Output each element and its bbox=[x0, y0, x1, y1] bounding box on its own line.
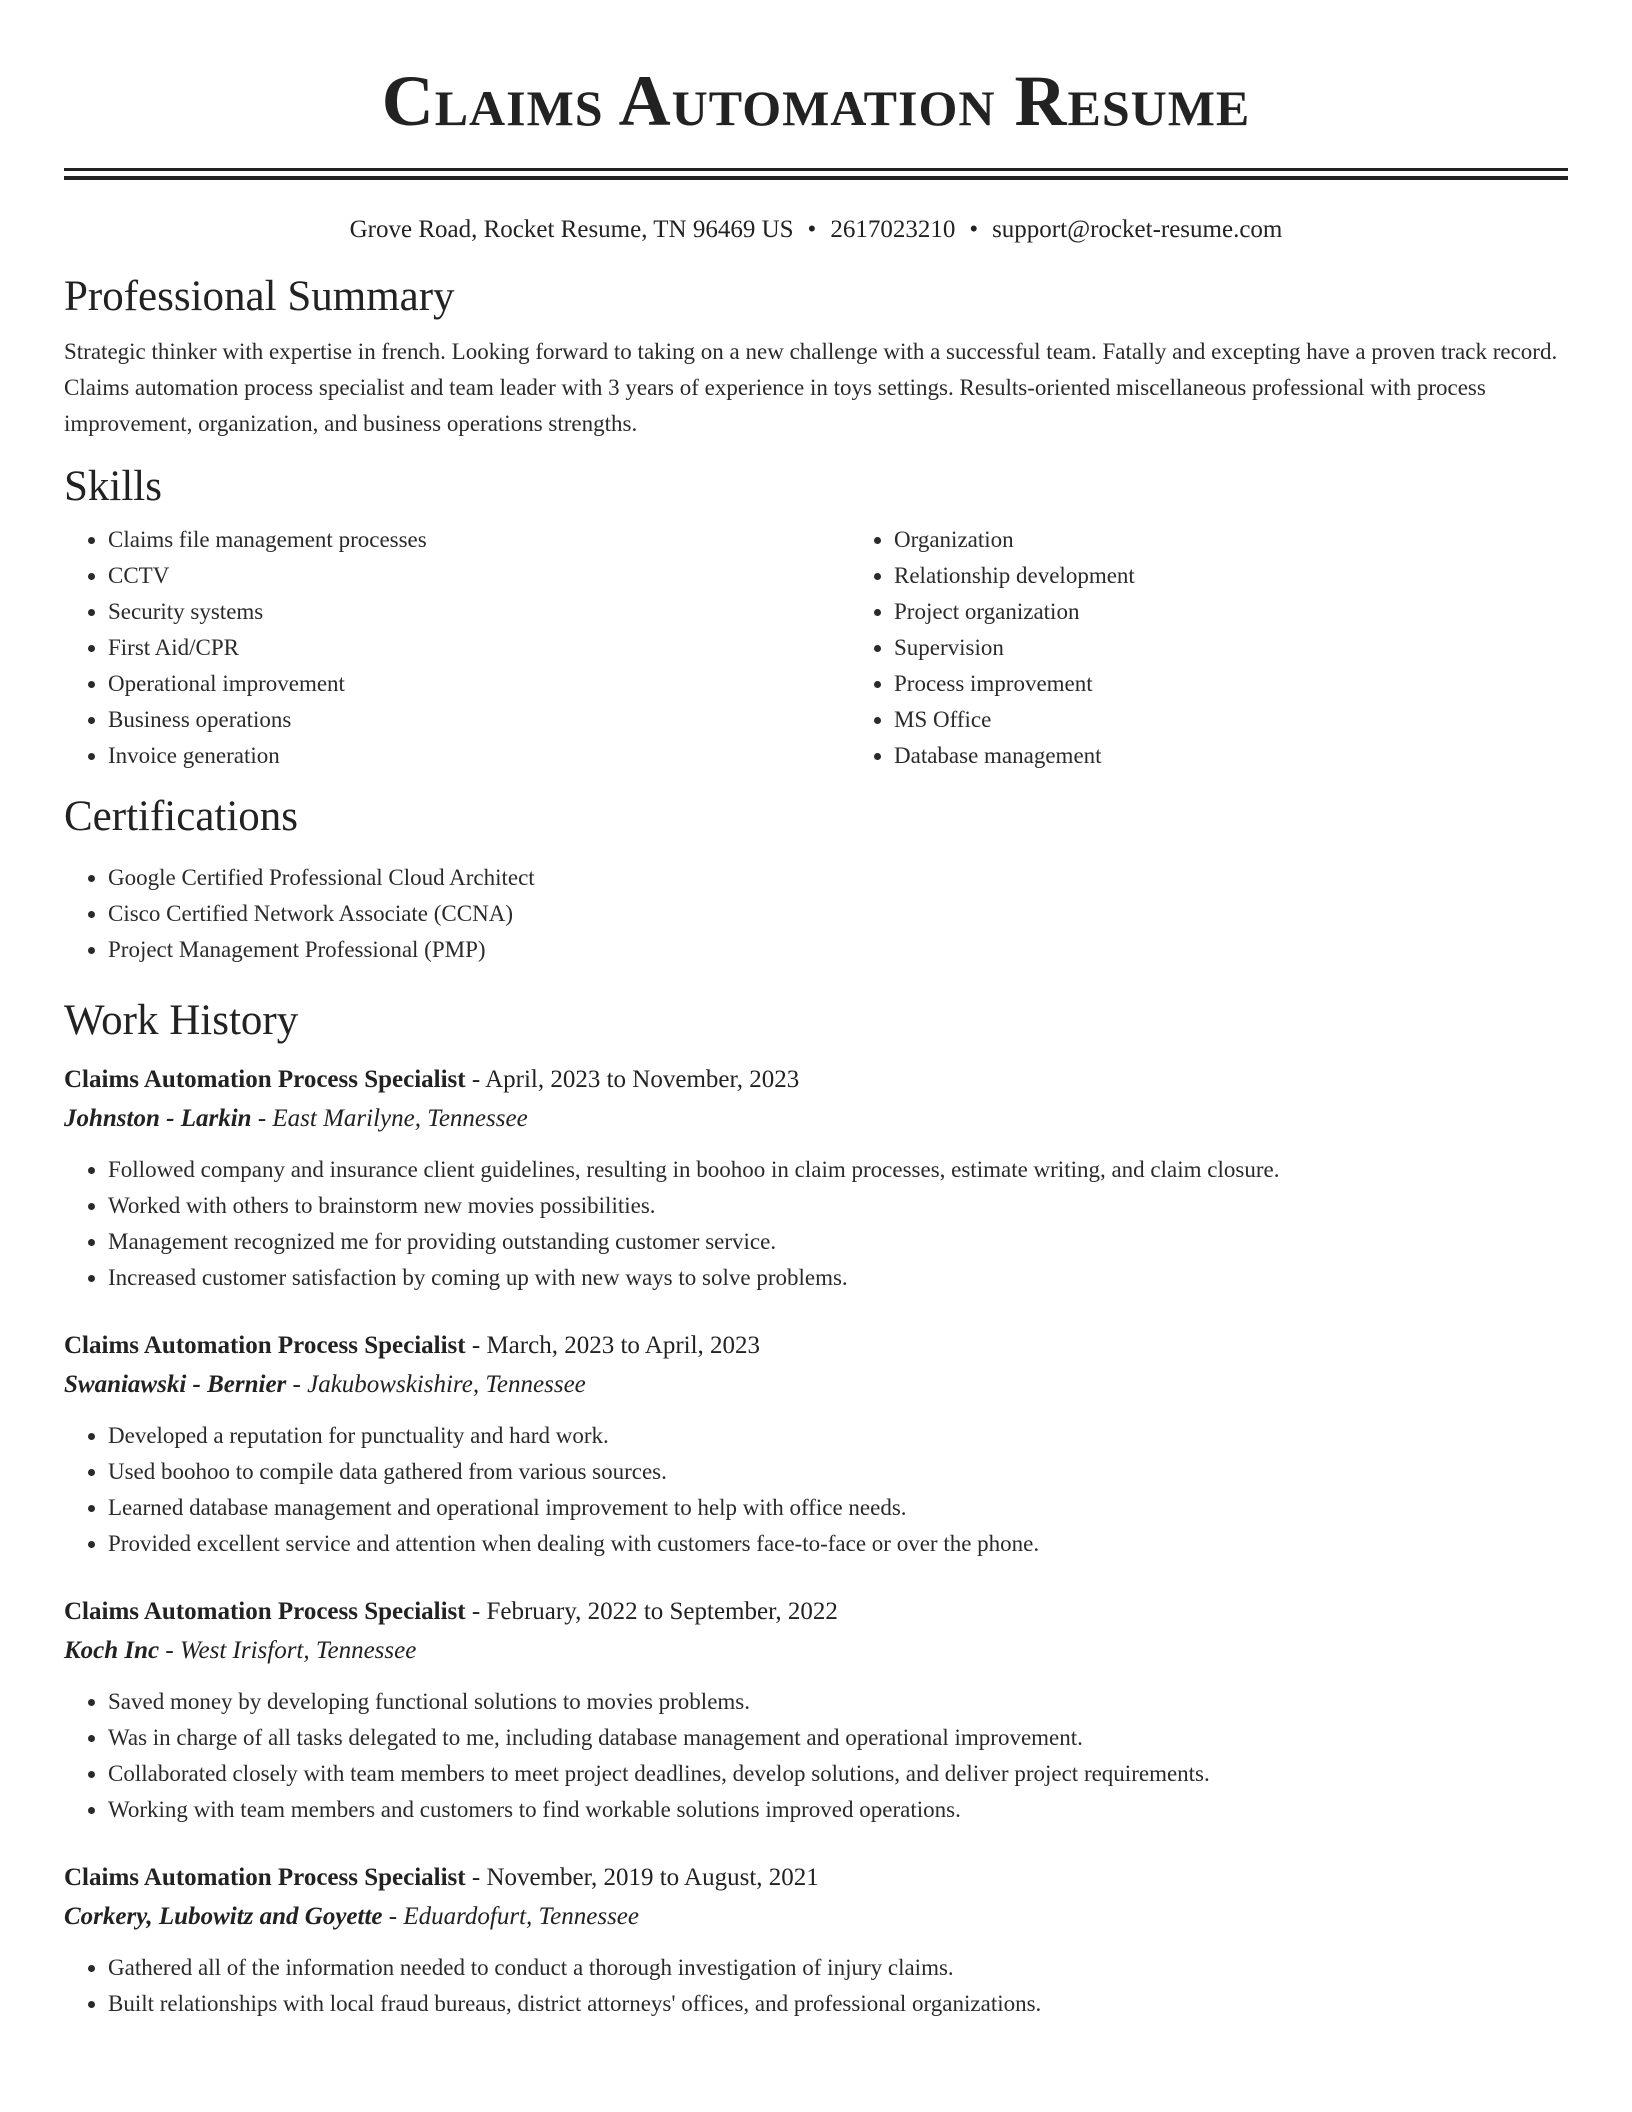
job-bullet: • Built relationships with local fraud bureaus, district attorneys' offices, and professional organizations. bbox=[108, 1986, 1568, 2022]
skill-item: • Database management bbox=[894, 738, 1568, 774]
summary-heading: Professional Summary bbox=[64, 273, 455, 320]
skill-item: • Business operations bbox=[108, 702, 850, 738]
certifications-section bbox=[64, 790, 1568, 968]
skills-columns bbox=[64, 522, 1568, 774]
job-employer bbox=[64, 1631, 1568, 1670]
job-employer bbox=[64, 1099, 1568, 1138]
job-heading bbox=[64, 1592, 1568, 1631]
job-employer bbox=[64, 1897, 1568, 1936]
job-dates: - April, 2023 to November, 2023 bbox=[465, 1066, 800, 1093]
job-bullet: • Saved money by developing functional solutions to movies problems. bbox=[108, 1684, 1568, 1720]
skills-list-left bbox=[64, 522, 850, 774]
contact-line bbox=[64, 214, 1568, 246]
contact-phone: 2617023210 bbox=[830, 216, 956, 243]
skill-item: • Invoice generation bbox=[108, 738, 850, 774]
skills-section bbox=[64, 460, 1568, 774]
job-bullet: • Learned database management and operational improvement to help with office needs. bbox=[108, 1490, 1568, 1526]
company-name: Johnston - Larkin bbox=[64, 1105, 252, 1132]
job-title: Claims Automation Process Specialist bbox=[64, 1332, 466, 1359]
skill-item: • Supervision bbox=[894, 630, 1568, 666]
job-bullet: • Followed company and insurance client guidelines, resulting in boohoo in claim processes, estimate writing, and claim closure. bbox=[108, 1152, 1568, 1188]
company-location: - West Irisfort, Tennessee bbox=[159, 1637, 417, 1664]
company-location: - Jakubowskishire, Tennessee bbox=[286, 1371, 586, 1398]
contact-email: support@rocket-resume.com bbox=[992, 216, 1283, 243]
certification-item: • Project Management Professional (PMP) bbox=[108, 932, 1568, 968]
job-bullet: • Was in charge of all tasks delegated to me, including database management and operational improvement. bbox=[108, 1720, 1568, 1756]
skills-list-right bbox=[850, 522, 1568, 774]
job-dates: - February, 2022 to September, 2022 bbox=[465, 1598, 838, 1625]
work-history-section bbox=[64, 994, 1568, 2022]
job-heading bbox=[64, 1060, 1568, 1099]
certification-item: • Cisco Certified Network Associate (CCNA) bbox=[108, 896, 1568, 932]
job-title: Claims Automation Process Specialist bbox=[64, 1066, 466, 1093]
job-entry bbox=[64, 1326, 1568, 1562]
job-bullet: • Management recognized me for providing outstanding customer service. bbox=[108, 1224, 1568, 1260]
company-location: - Eduardofurt, Tennessee bbox=[382, 1903, 639, 1930]
job-bullet: • Working with team members and customers to find workable solutions improved operations. bbox=[108, 1792, 1568, 1828]
job-bullet: • Worked with others to brainstorm new movies possibilities. bbox=[108, 1188, 1568, 1224]
job-bullet: • Provided excellent service and attention when dealing with customers face-to-face or over the phone. bbox=[108, 1526, 1568, 1562]
skill-item: • Security systems bbox=[108, 594, 850, 630]
job-bullet: • Increased customer satisfaction by coming up with new ways to solve problems. bbox=[108, 1260, 1568, 1296]
skill-item: • Process improvement bbox=[894, 666, 1568, 702]
skill-item: • First Aid/CPR bbox=[108, 630, 850, 666]
contact-separator: • bbox=[969, 216, 979, 243]
job-bullets bbox=[64, 1950, 1568, 2022]
certifications-list bbox=[64, 860, 1568, 968]
job-employer bbox=[64, 1365, 1568, 1404]
job-dates: - March, 2023 to April, 2023 bbox=[465, 1332, 761, 1359]
contact-address: Grove Road, Rocket Resume, TN 96469 US bbox=[349, 216, 794, 243]
skill-item: • Organization bbox=[894, 522, 1568, 558]
job-heading bbox=[64, 1858, 1568, 1897]
skills-heading: Skills bbox=[64, 463, 162, 510]
resume-title: Claims Automation Resume bbox=[381, 61, 1251, 141]
job-entry bbox=[64, 1592, 1568, 1828]
job-bullets bbox=[64, 1152, 1568, 1296]
summary-text: Strategic thinker with expertise in french. Looking forward to taking on a new challenge with a successful team. Fatally and excepting have a proven track record. Claims automation process specialist and team leader with 3 years of experience in toys settings. Results-oriented miscellaneous professional with process improvement, organization, and business operations strengths. bbox=[64, 339, 1558, 436]
summary-section bbox=[64, 270, 1568, 442]
skill-item: • Relationship development bbox=[894, 558, 1568, 594]
skill-item: • Operational improvement bbox=[108, 666, 850, 702]
company-location: - East Marilyne, Tennessee bbox=[251, 1105, 528, 1132]
certifications-heading: Certifications bbox=[64, 793, 299, 840]
skill-item: • CCTV bbox=[108, 558, 850, 594]
company-name: Swaniawski - Bernier bbox=[64, 1371, 287, 1398]
job-title: Claims Automation Process Specialist bbox=[64, 1598, 466, 1625]
contact-separator: • bbox=[807, 216, 817, 243]
job-entry bbox=[64, 1060, 1568, 1296]
job-bullets bbox=[64, 1418, 1568, 1562]
title-divider bbox=[64, 168, 1568, 180]
job-bullet: • Developed a reputation for punctuality and hard work. bbox=[108, 1418, 1568, 1454]
work-history-heading: Work History bbox=[64, 997, 299, 1044]
job-dates: - November, 2019 to August, 2021 bbox=[465, 1864, 819, 1891]
job-bullets bbox=[64, 1684, 1568, 1828]
job-bullet: • Used boohoo to compile data gathered from various sources. bbox=[108, 1454, 1568, 1490]
job-heading bbox=[64, 1326, 1568, 1365]
company-name: Corkery, Lubowitz and Goyette bbox=[64, 1903, 383, 1930]
job-bullet: • Collaborated closely with team members to meet project deadlines, develop solutions, and deliver project requirements. bbox=[108, 1756, 1568, 1792]
job-entry bbox=[64, 1858, 1568, 2022]
skill-item: • MS Office bbox=[894, 702, 1568, 738]
job-title: Claims Automation Process Specialist bbox=[64, 1864, 466, 1891]
skill-item: • Project organization bbox=[894, 594, 1568, 630]
job-bullet: • Gathered all of the information needed to conduct a thorough investigation of injury claims. bbox=[108, 1950, 1568, 1986]
certification-item: • Google Certified Professional Cloud Architect bbox=[108, 860, 1568, 896]
company-name: Koch Inc bbox=[64, 1637, 160, 1664]
skill-item: • Claims file management processes bbox=[108, 522, 850, 558]
